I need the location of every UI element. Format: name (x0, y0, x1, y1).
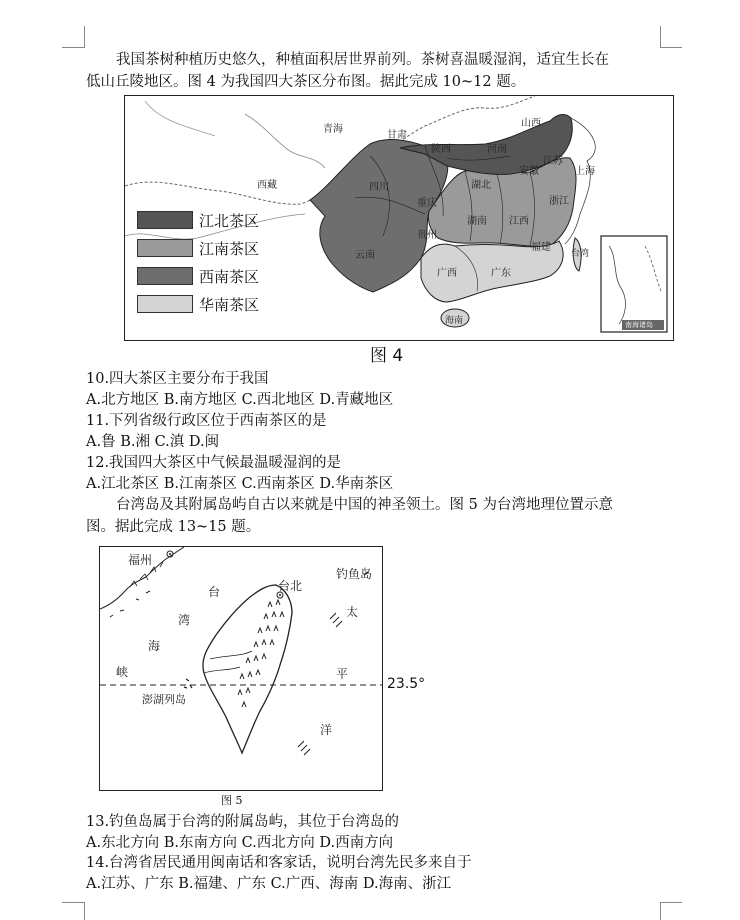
legend-item-huanan (137, 294, 259, 314)
question-12: 12.我国四大茶区中气候最温暖湿润的是 (86, 455, 342, 471)
label-strait-xia: 峡 (116, 665, 129, 679)
label-diaoyudao: 钓鱼岛 (336, 567, 373, 581)
question-10: 10.四大茶区主要分布于我国 (86, 371, 269, 387)
label-taibei: 台北 (278, 579, 303, 593)
crop-mark-top-right (660, 47, 682, 48)
legend-swatch-jiangnan (137, 239, 193, 257)
crop-mark-top-left (62, 47, 84, 48)
legend-swatch-xinan (137, 267, 193, 285)
label-hubei: 湖北 (471, 180, 491, 191)
question-12-options: A.江北茶区 B.江南茶区 C.西南茶区 D.华南茶区 (86, 476, 394, 492)
label-strait-tai: 台 (208, 585, 221, 599)
label-hunan: 湖南 (467, 216, 487, 227)
legend-item-jiangnan (137, 238, 259, 258)
label-guangxi: 广西 (437, 268, 457, 279)
label-gansu: 甘肃 (387, 130, 407, 141)
crop-mark-bottom-left (62, 902, 84, 903)
intro2-line2: 图。据此完成 13~15 题。 (86, 519, 261, 535)
label-qinghai: 青海 (323, 124, 343, 135)
question-11: 11.下列省级行政区位于西南茶区的是 (86, 413, 327, 429)
figure5-map (99, 546, 383, 791)
south-sea-inset (601, 236, 667, 332)
label-tibet: 西藏 (257, 180, 277, 191)
crop-mark-top-right-v (660, 26, 661, 48)
label-taiwan: 台湾 (571, 249, 590, 259)
crop-mark-bottom-right (660, 902, 682, 903)
penghu-islands (184, 679, 192, 688)
question-14: 14.台湾省居民通用闽南话和客家话，说明台湾先民多来自于 (86, 855, 472, 871)
intro1-line2: 低山丘陵地区。图 4 为我国四大茶区分布图。据此完成 10~12 题。 (86, 74, 526, 90)
label-penghu: 澎湖列岛 (142, 693, 186, 706)
legend-item-jiangbei (137, 210, 259, 230)
label-pacific-ping: 平 (336, 667, 349, 681)
label-sichuan: 四川 (369, 182, 389, 193)
intro1-line1: 我国茶树种植历史悠久，种植面积居世界前列。茶树喜温暖湿润，适宜生长在 (116, 52, 609, 68)
label-jiangxi: 江西 (509, 216, 529, 227)
legend-label-jiangbei: 江北茶区 (199, 211, 260, 230)
label-yunnan: 云南 (355, 250, 375, 261)
label-henan: 河南 (487, 144, 507, 155)
legend-label-huanan: 华南茶区 (199, 295, 260, 314)
label-guizhou: 贵州 (417, 230, 437, 241)
label-strait-wan: 湾 (178, 613, 191, 627)
label-strait-hai: 海 (148, 639, 161, 653)
taiwan-island-outline (203, 585, 292, 753)
intro2-line1: 台湾岛及其附属岛屿自古以来就是中国的神圣领土。图 5 为台湾地理位置示意 (116, 497, 613, 513)
label-zhejiang: 浙江 (549, 196, 569, 207)
question-13-options: A.东北方向 B.东南方向 C.西北方向 D.西南方向 (86, 835, 394, 851)
label-jiangsu: 江苏 (543, 156, 563, 167)
legend-swatch-jiangbei (137, 211, 193, 229)
label-shaanxi: 陕西 (431, 144, 451, 155)
crop-mark-bottom-right-v (660, 902, 661, 920)
label-shanghai: 上海 (575, 166, 595, 177)
legend-label-xinan: 西南茶区 (199, 267, 260, 286)
figure4-map (124, 95, 674, 341)
label-fujian: 福建 (531, 242, 551, 253)
question-13: 13.钓鱼岛属于台湾的附属岛屿，其位于台湾岛的 (86, 814, 400, 830)
crop-mark-top-left-v (84, 26, 85, 48)
question-10-options: A.北方地区 B.南方地区 C.西北地区 D.青藏地区 (86, 392, 394, 408)
question-11-options: A.鲁 B.湘 C.滇 D.闽 (86, 434, 220, 450)
figure4-caption: 图 4 (370, 346, 404, 366)
legend-swatch-huanan (137, 295, 193, 313)
label-fuzhou: 福州 (128, 553, 153, 567)
legend-item-xinan (137, 266, 259, 286)
crop-mark-bottom-left-v (84, 902, 85, 920)
label-pacific-tai: 太 (346, 605, 359, 619)
latitude-label: 23.5° (387, 676, 426, 692)
label-pacific-yang: 洋 (320, 723, 333, 737)
label-chongqing: 重庆 (417, 198, 437, 209)
legend-label-jiangnan: 江南茶区 (199, 239, 260, 258)
label-hainan: 海南 (445, 316, 464, 326)
figure5-caption: 图 5 (221, 794, 243, 807)
label-anhui: 安徽 (519, 166, 539, 177)
label-south-sea-islands: 南海诸岛 (625, 321, 653, 329)
label-guangdong: 广东 (491, 268, 511, 279)
label-shanxi: 山西 (521, 118, 541, 129)
question-14-options: A.江苏、广东 B.福建、广东 C.广西、海南 D.海南、浙江 (86, 876, 452, 892)
